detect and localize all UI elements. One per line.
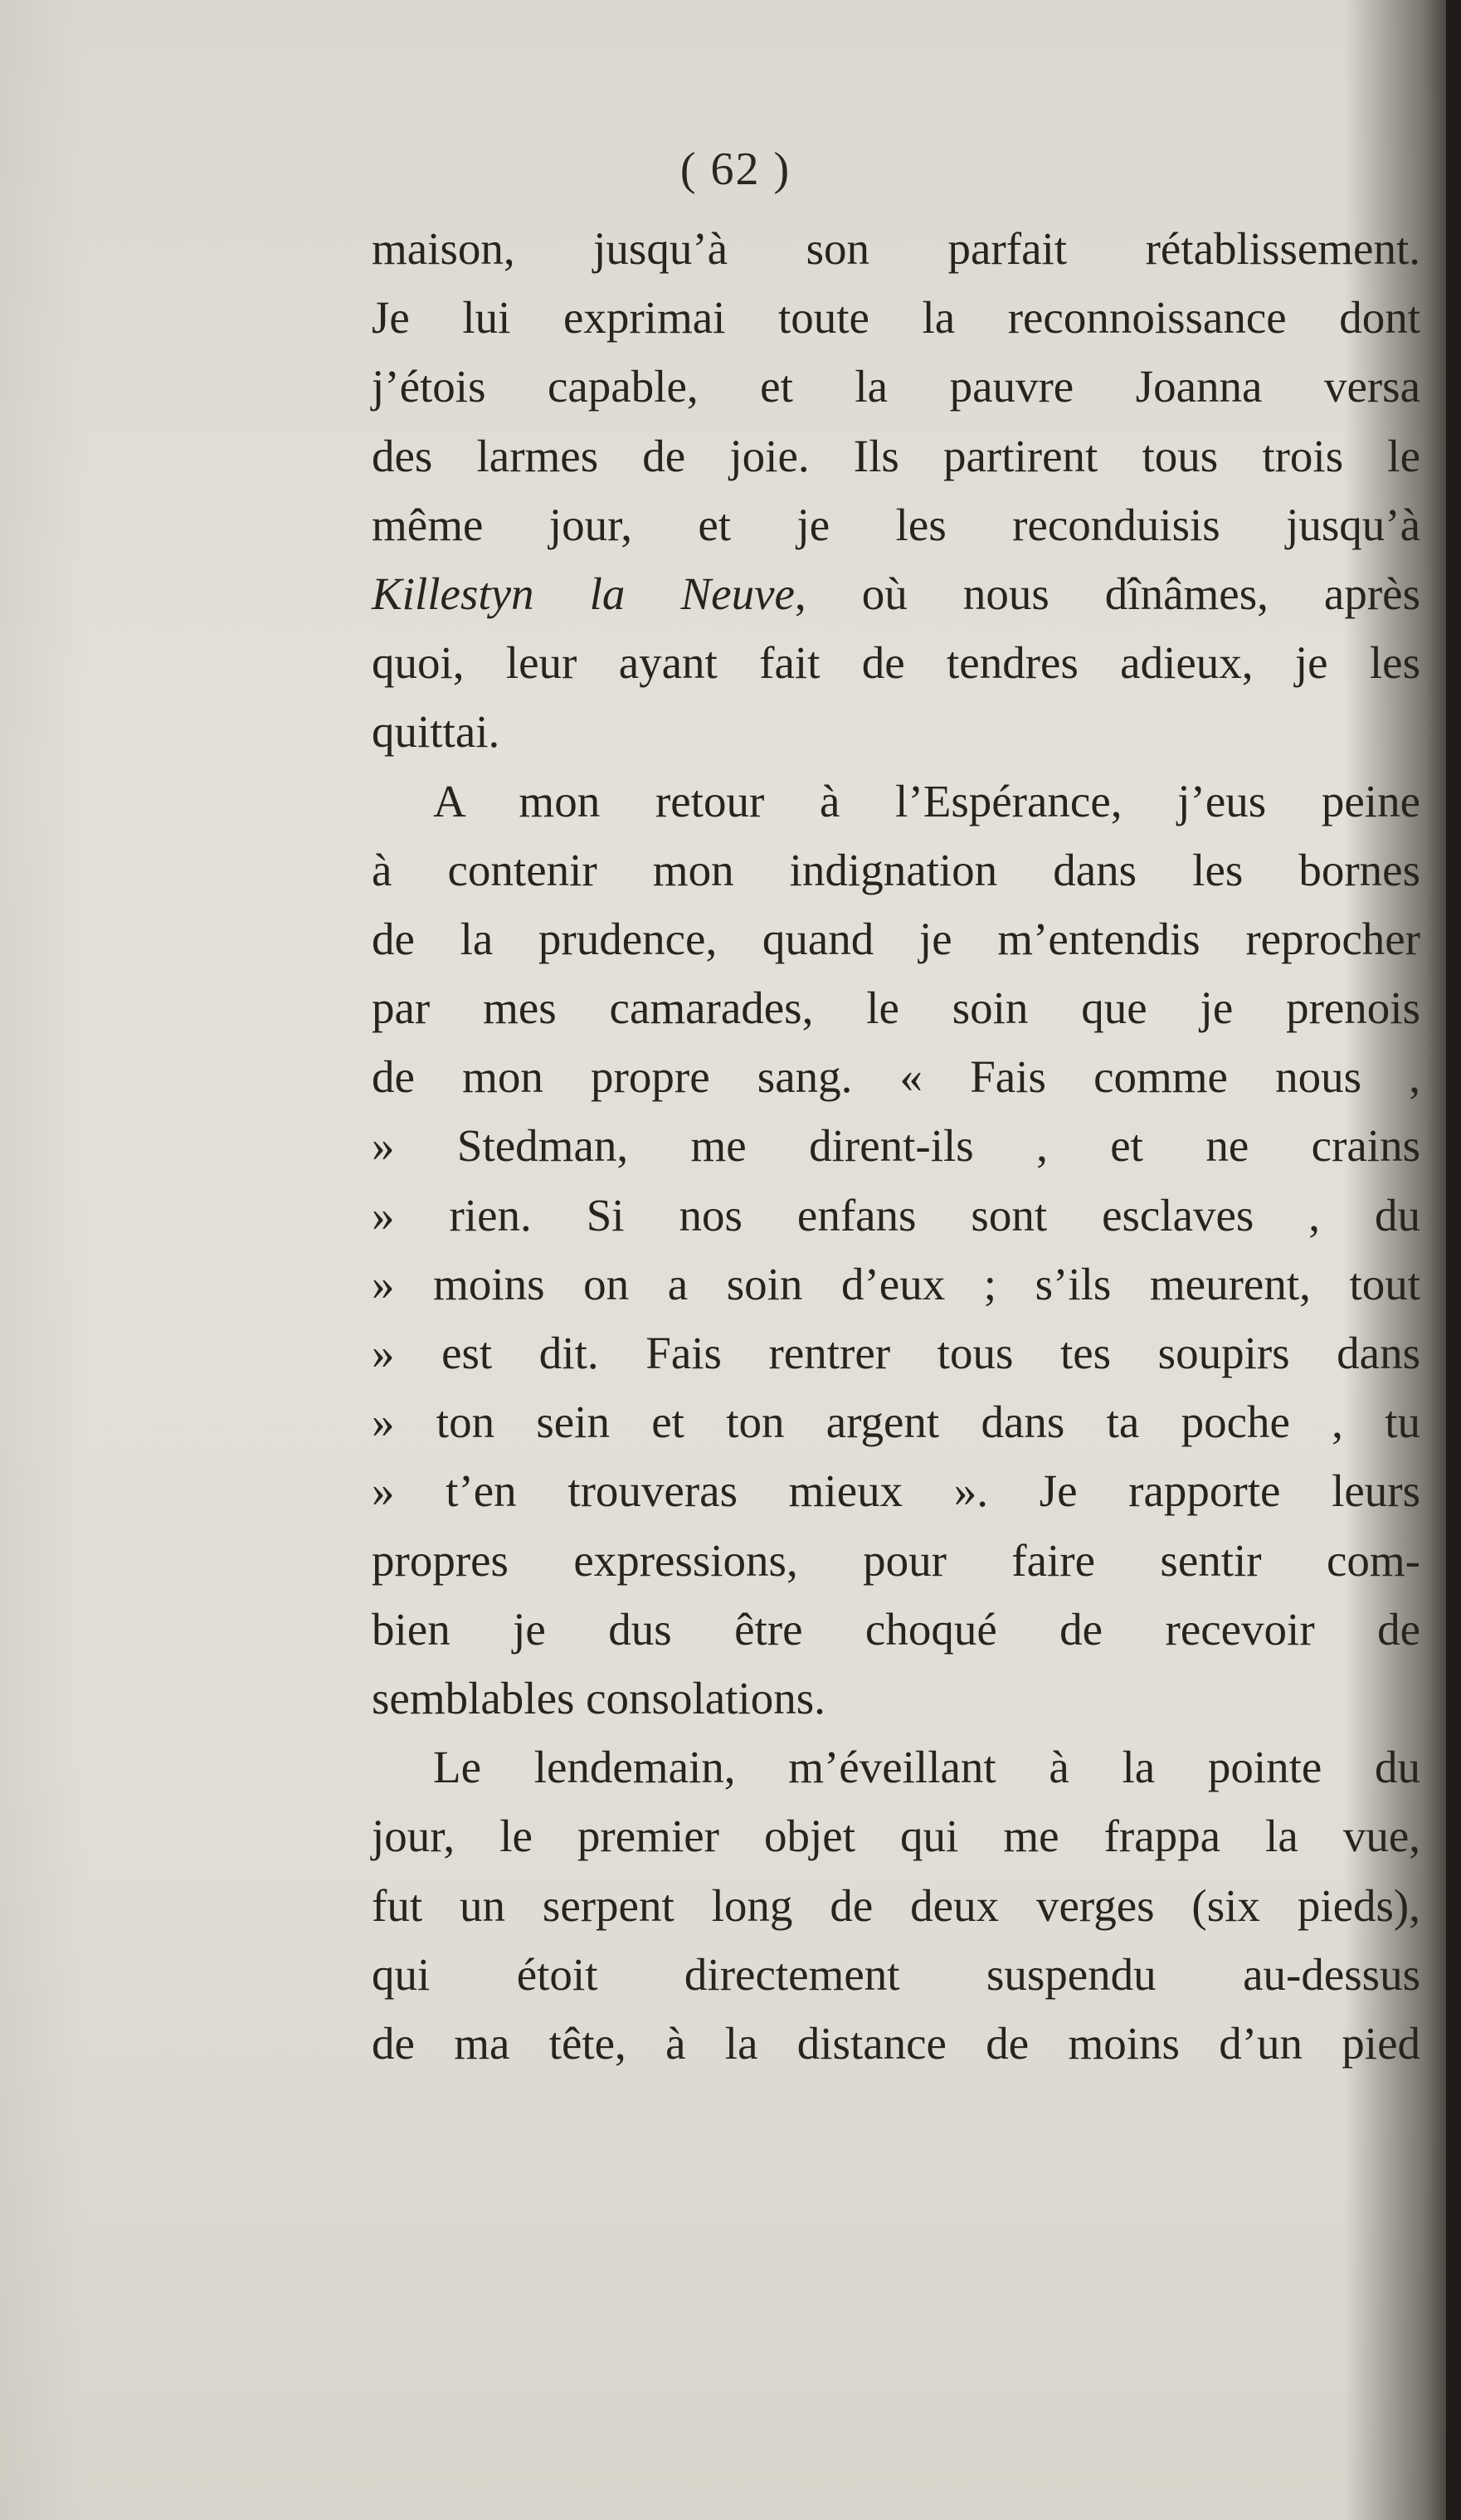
- text-line: » rien. Si nos enfans sont esclaves , du: [372, 1189, 1420, 1241]
- text-line: » moins on a soin d’eux ; s’ils meurent, tout: [372, 1258, 1420, 1309]
- text-line-with-italic: [372, 559, 1420, 628]
- italic-place-name: Killestyn la Neuve: [372, 568, 795, 619]
- paragraph-start-line: A mon retour à l’Espérance, j’eus peine: [433, 775, 1420, 826]
- text-line: quittai.: [372, 706, 500, 758]
- text-line: maison, jusqu’à son parfait rétablissement.: [372, 223, 1420, 274]
- text-line: par mes camarades, le soin que je prenois: [372, 982, 1420, 1034]
- text-line: des larmes de joie. Ils partirent tous trois le: [372, 430, 1420, 481]
- text-line: Je lui exprimai toute la reconnoissance dont: [372, 292, 1420, 344]
- text-line: » est dit. Fais rentrer tous tes soupirs dans: [372, 1328, 1420, 1378]
- body-text: [372, 214, 1420, 2078]
- text-line: semblables consolations.: [372, 1672, 825, 1723]
- text-line: propres expressions, pour faire sentir com-: [372, 1534, 1420, 1586]
- text-line: à contenir mon indignation dans les bornes: [372, 844, 1420, 895]
- text-line: de mon propre sang. « Fais comme nous ,: [372, 1051, 1420, 1103]
- text-line-rest: , où nous dînâmes, après: [794, 568, 1420, 619]
- text-line: » Stedman, me dirent-ils , et ne crains: [372, 1120, 1420, 1172]
- text-line: » t’en trouveras mieux ». Je rapporte leurs: [372, 1465, 1420, 1517]
- text-line: jour, le premier objet qui me frappa la vue,: [372, 1811, 1420, 1862]
- text-line: bien je dus être choqué de recevoir de: [372, 1603, 1420, 1655]
- text-line: de la prudence, quand je m’entendis reprocher: [372, 913, 1420, 964]
- text-line: même jour, et je les reconduisis jusqu’à: [372, 499, 1420, 550]
- text-line: fut un serpent long de deux verges (six pieds),: [372, 1879, 1420, 1931]
- text-line: » ton sein et ton argent dans ta poche , tu: [372, 1396, 1420, 1448]
- text-line: j’étois capable, et la pauvre Joanna versa: [372, 361, 1420, 412]
- text-line: qui étoit directement suspendu au-dessus: [372, 1948, 1420, 2000]
- text-line: quoi, leur ayant fait de tendres adieux, je les: [372, 637, 1420, 689]
- text-line: de ma tête, à la distance de moins d’un pied: [372, 2017, 1420, 2069]
- paragraph-start-line: Le lendemain, m’éveillant à la pointe du: [433, 1742, 1420, 1793]
- page-number: ( 62 ): [679, 144, 791, 195]
